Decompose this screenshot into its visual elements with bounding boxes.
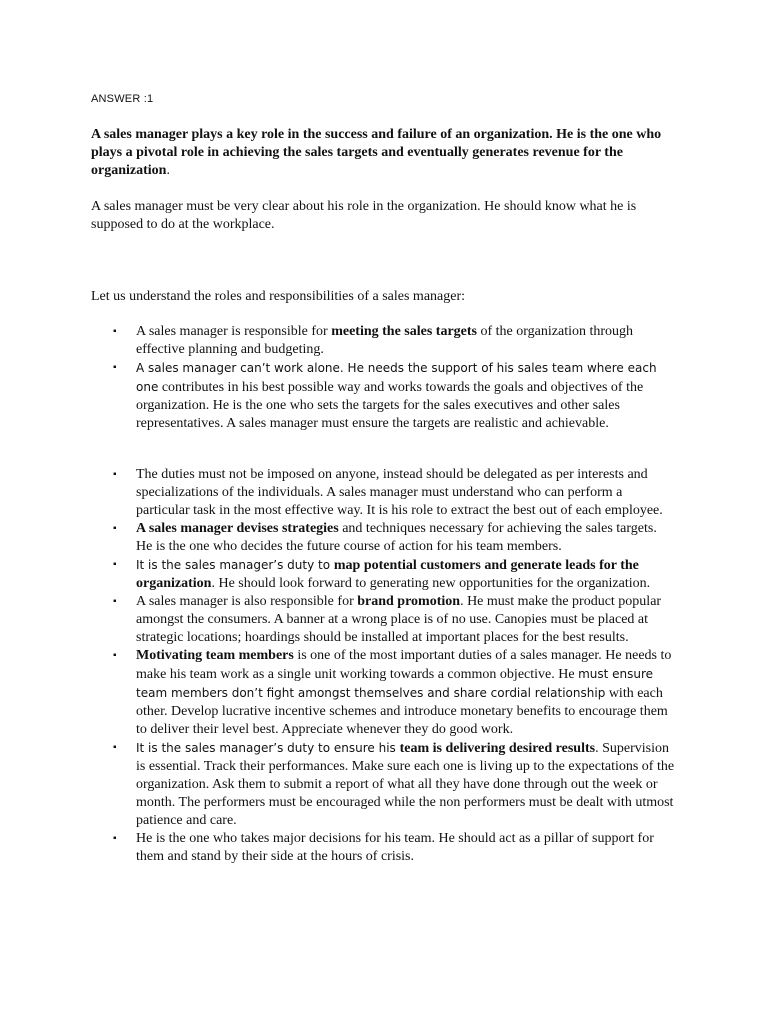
responsibilities-list-part-1 <box>0 323 768 433</box>
responsibilities-list-part-2 <box>0 466 768 866</box>
item-text: He is the one who takes major decisions for his team. He should act as a pillar of support for them and stand by their side at the hours of crisis. <box>136 831 654 864</box>
item-text: A sales manager is also responsible for <box>136 594 358 609</box>
item-bold-text: map potential customers and generate leads for the organization <box>136 558 639 591</box>
list-item <box>0 466 676 520</box>
list-item <box>0 556 676 593</box>
item-text: . He must make the product popular amongst the consumers. A banner at a wrong place is of no use. Canopies must be placed at strategic locations; hoardings should be installed at important places for the best results. <box>136 594 662 645</box>
list-item <box>0 520 676 556</box>
item-text: It is the sales manager’s duty to <box>136 558 334 572</box>
bullet-icon: ▪ <box>113 742 117 753</box>
item-text: A sales manager is responsible for <box>136 324 332 339</box>
list-item <box>0 830 676 866</box>
list-item <box>0 593 676 647</box>
item-text: It is the sales manager’s duty to ensure his <box>136 741 400 755</box>
bullet-icon: ▪ <box>113 469 117 480</box>
bullet-icon: ▪ <box>113 326 117 337</box>
item-bold-text: Motivating team members <box>136 648 294 663</box>
role-clarity-paragraph: A sales manager must be very clear about his role in the organization. He should know what he is supposed to do at the workplace. <box>91 199 637 232</box>
list-item <box>0 323 676 359</box>
item-bold-text: A sales manager devises strategies <box>136 521 339 536</box>
bullet-icon: ▪ <box>113 650 117 661</box>
item-text: contributes in his best possible way and works towards the goals and objectives of the organization. He is the one who sets the targets for the sales executives and other sales representatives. A sales manager must ensure the targets are realistic and achievable. <box>136 380 644 431</box>
answer-heading: ANSWER :1 <box>91 93 154 105</box>
item-text: of the organization through effective planning and budgeting. <box>136 324 634 357</box>
item-text: must ensure team members don’t fight amongst themselves and share cordial relationship <box>136 667 654 700</box>
item-bold-text: team is delivering desired results <box>399 741 596 756</box>
intro-paragraph <box>91 126 691 180</box>
item-text: The duties must not be imposed on anyone, instead should be delegated as per interests and specializations of the individuals. A sales manager must understand who can perform a particular task in the most effective way. It is his role to extract the best out of each employee. <box>136 467 663 518</box>
list-item <box>0 647 676 739</box>
item-text: . Supervision is essential. Track their performances. Make sure each one is living up to the expectations of the organization. Ask them to submit a report of what all they have done through out the week or month. The performers must be encouraged while the non performers must be dealt with utmost patience and care. <box>136 741 675 828</box>
item-text: and techniques necessary for achieving the sales targets. He is the one who decides the future course of action for his team members. <box>136 521 657 554</box>
intro-bold-text: A sales manager plays a key role in the success and failure of an organization. He is the one who plays a pivotal role in achieving the sales targets and eventually generates revenue for the organization <box>91 127 662 178</box>
roles-intro-paragraph: Let us understand the roles and responsibilities of a sales manager: <box>91 289 466 304</box>
item-bold-text: brand promotion <box>357 594 461 609</box>
bullet-icon: ▪ <box>113 559 117 570</box>
item-bold-text: meeting the sales targets <box>331 324 477 339</box>
bullet-icon: ▪ <box>113 833 117 844</box>
bullet-icon: ▪ <box>113 596 117 607</box>
item-text: is one of the most important duties of a sales manager. He needs to make his team work as a single unit working towards a common objective. He <box>136 648 672 682</box>
item-text: . He should look forward to generating new opportunities for the organization. <box>211 576 651 591</box>
item-text: with each other. Develop lucrative incentive schemes and introduce monetary benefits to encourage them to deliver their level best. Appreciate whenever they do good work. <box>136 686 668 737</box>
item-text: A sales manager can’t work alone. He needs the support of his sales team where each one <box>136 361 657 394</box>
bullet-icon: ▪ <box>113 362 117 373</box>
list-item <box>0 739 676 830</box>
intro-end: . <box>166 163 170 178</box>
bullet-icon: ▪ <box>113 523 117 534</box>
list-item <box>0 359 676 433</box>
